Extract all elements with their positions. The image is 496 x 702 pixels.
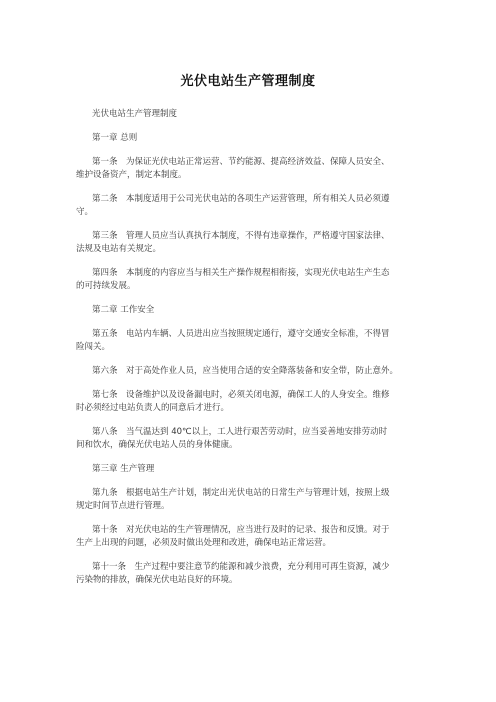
paragraph-line: 第一章 总则: [92, 133, 138, 143]
paragraph: [76, 365, 418, 378]
paragraph: [76, 230, 418, 256]
paragraph: [76, 328, 418, 354]
paragraph: [76, 389, 418, 415]
paragraph-line: 光伏电站生产管理制度: [92, 109, 178, 119]
paragraph-line: 的可持续发展。: [76, 281, 136, 291]
chapter-heading: [76, 132, 418, 145]
paragraph-line: 间和饮水，确保光伏电站人员的身体健康。: [76, 440, 238, 450]
paragraph: [76, 193, 418, 219]
paragraph-line: 险闯关。: [76, 342, 111, 352]
paragraph-line: 第五条 电站内车辆、人员进出应当按照规定通行，遵守交通安全标准，不得冒: [92, 329, 390, 339]
paragraph-line: 第十一条 生产过程中要注意节约能源和减少浪费，充分利用可再生资源，减少: [92, 562, 390, 572]
paragraph-line: 时必须经过电站负责人的同意后才进行。: [76, 403, 230, 413]
document-title: 光伏电站生产管理制度: [180, 74, 316, 89]
paragraph-line: 法规及电站有关规定。: [76, 244, 162, 254]
paragraph-line: 第一条 为保证光伏电站正常运营、节约能源、提高经济效益、保障人员安全、: [92, 157, 390, 167]
paragraph-line: 第二章 工作安全: [92, 305, 155, 315]
paragraph: [76, 156, 418, 182]
paragraph: [76, 267, 418, 293]
document-body: [76, 108, 418, 587]
paragraph-line: 第三条 管理人员应当认真执行本制度，不得有违章操作，严格遵守国家法律、: [92, 231, 390, 241]
paragraph-line: 规定时间节点进行管理。: [76, 501, 170, 511]
paragraph-line: 维护设备资产，制定本制度。: [76, 170, 187, 180]
paragraph: [76, 487, 418, 513]
paragraph-line: 第八条 当气温达到 40℃以上，工人进行艰苦劳动时，应当妥善地安排劳动时: [92, 427, 388, 437]
paragraph-line: 守。: [76, 207, 94, 217]
paragraph: [76, 426, 418, 452]
paragraph-line: 第七条 设备维护以及设备漏电时，必须关闭电源，确保工人的人身安全。维修: [92, 390, 390, 400]
paragraph: [76, 108, 418, 121]
paragraph-line: 第九条 根据电站生产计划，制定出光伏电站的日常生产与管理计划，按照上级: [92, 488, 390, 498]
paragraph-line: 第六条 对于高处作业人员，应当使用合适的安全降落装备和安全带，防止意外。: [92, 366, 399, 376]
chapter-heading: [76, 463, 418, 476]
paragraph-line: 第十条 对光伏电站的生产管理情况，应当进行及时的记录、报告和反馈。对于: [92, 525, 390, 535]
paragraph-line: 第四条 本制度的内容应当与相关生产操作规程相衔接，实现光伏电站生产生态: [92, 268, 390, 278]
paragraph-line: 污染物的排放，确保光伏电站良好的环境。: [76, 575, 238, 585]
paragraph-line: 生产上出现的问题，必须及时做出处理和改进，确保电站正常运营。: [76, 538, 332, 548]
paragraph-line: 第三章 生产管理: [92, 464, 155, 474]
paragraph-line: 第二条 本制度适用于公司光伏电站的各项生产运营管理，所有相关人员必须遵: [92, 194, 390, 204]
paragraph: [76, 561, 418, 587]
paragraph: [76, 524, 418, 550]
chapter-heading: [76, 304, 418, 317]
